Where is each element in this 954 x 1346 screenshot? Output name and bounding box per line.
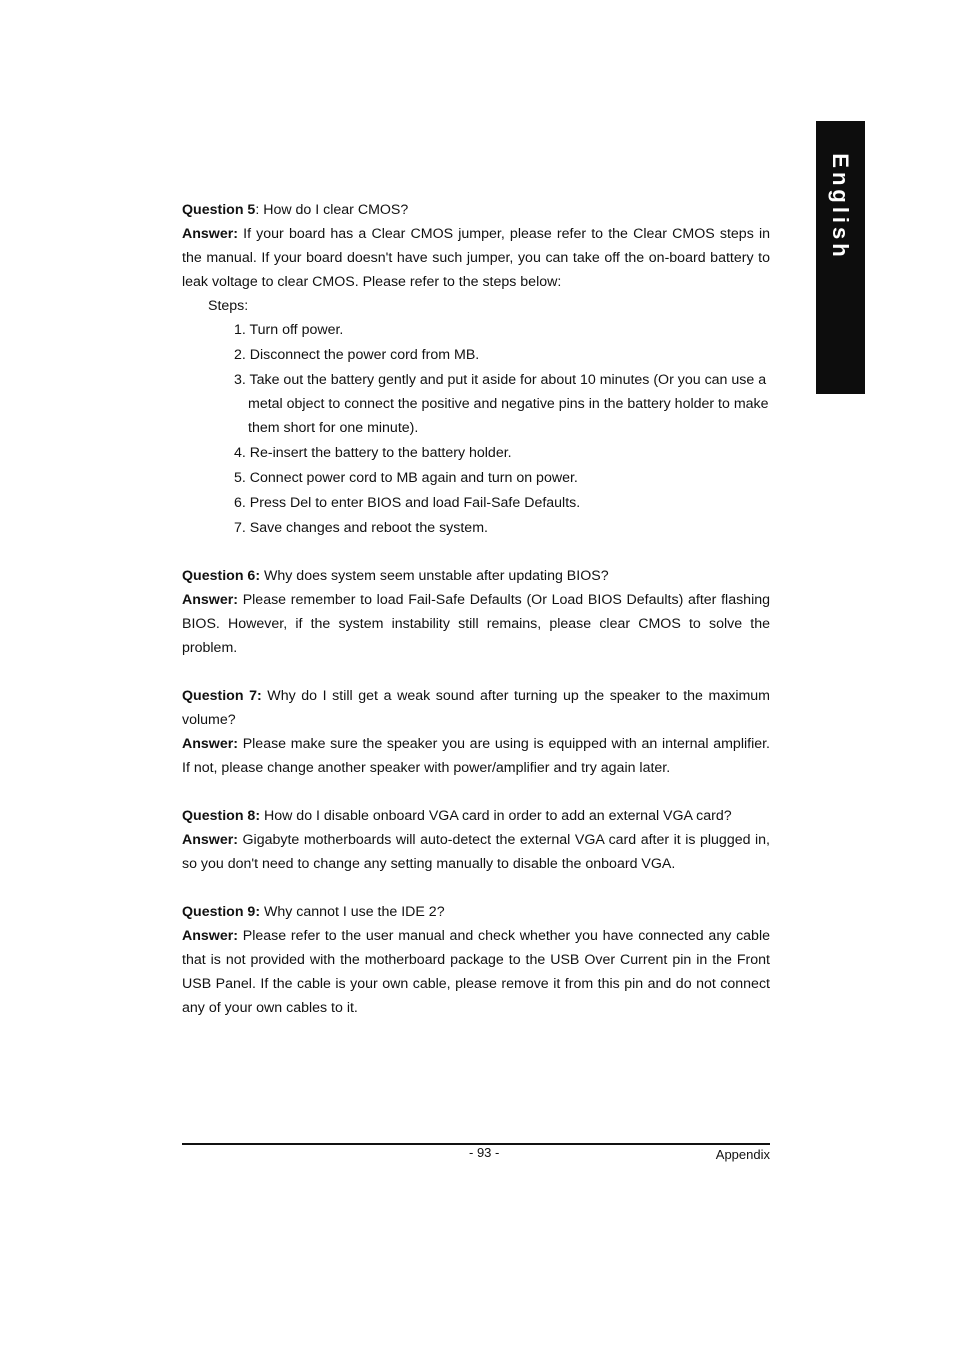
answer-9 — [182, 924, 770, 1020]
question-text: Why cannot I use the IDE 2? — [260, 904, 445, 920]
question-8 — [182, 804, 770, 828]
spacer — [182, 876, 770, 900]
answer-label: Answer: — [182, 226, 238, 242]
question-9 — [182, 900, 770, 924]
answer-label: Answer: — [182, 832, 238, 848]
question-text: Why does system seem unstable after updating BIOS? — [260, 568, 609, 584]
question-text: : How do I clear CMOS? — [255, 202, 409, 218]
question-label: Question 9: — [182, 904, 261, 920]
step-item: 3. Take out the battery gently and put it aside for about 10 minutes (Or you can use a metal object to connect the positive and negative pins in the battery holder to make them short for one minute). — [234, 372, 769, 436]
question-5 — [182, 198, 770, 222]
step-item: 2. Disconnect the power cord from MB. — [234, 347, 480, 363]
step-item: 4. Re-insert the battery to the battery holder. — [234, 445, 512, 461]
question-label: Question 5 — [182, 202, 256, 218]
steps-label: Steps: — [208, 298, 249, 314]
question-label: Question 7: — [182, 688, 262, 704]
language-side-tab — [816, 121, 865, 394]
side-tab-label: English — [828, 153, 853, 261]
answer-text: Please remember to load Fail-Safe Defaults (Or Load BIOS Defaults) after flashing BIOS. However, if the system instability still remains, please clear CMOS to solve the problem. — [182, 592, 770, 656]
answer-6 — [182, 588, 770, 660]
question-text: Why do I still get a weak sound after turning up the speaker to the maximum volume? — [182, 688, 771, 728]
footer-section-name: Appendix — [715, 1147, 770, 1162]
answer-7 — [182, 732, 770, 780]
steps-list — [182, 318, 770, 540]
spacer — [182, 660, 770, 684]
step-item: 1. Turn off power. — [234, 322, 344, 338]
question-text: How do I disable onboard VGA card in order to add an external VGA card? — [260, 808, 732, 824]
answer-5 — [182, 222, 770, 294]
question-label: Question 6: — [182, 568, 261, 584]
faq-content — [182, 198, 770, 1020]
page-number: - 93 - — [469, 1145, 500, 1160]
answer-8 — [182, 828, 770, 876]
answer-label: Answer: — [182, 592, 238, 608]
answer-label: Answer: — [182, 928, 238, 944]
answer-text: Please make sure the speaker you are using is equipped with an internal amplifier. If not, please change another speaker with power/amplifier and try again later. — [182, 736, 770, 776]
question-label: Question 8: — [182, 808, 261, 824]
question-7 — [182, 684, 770, 732]
answer-text: Please refer to the user manual and check whether you have connected any cable that is not provided with the motherboard package to the USB Over Current pin in the Front USB Panel. If the cable is your own cable, please remove it from this pin and do not connect any of your own cables to it. — [182, 928, 770, 1016]
step-item: 6. Press Del to enter BIOS and load Fail-Safe Defaults. — [234, 495, 581, 511]
step-item: 7. Save changes and reboot the system. — [234, 520, 488, 536]
spacer — [182, 540, 770, 564]
spacer — [182, 780, 770, 804]
step-item: 5. Connect power cord to MB again and turn on power. — [234, 470, 578, 486]
question-6 — [182, 564, 770, 588]
answer-text: If your board has a Clear CMOS jumper, please refer to the Clear CMOS steps in the manual. If your board doesn't have such jumper, you can take off the on-board battery to leak voltage to clear CMOS. Please refer to the steps below: — [182, 226, 770, 290]
answer-text: Gigabyte motherboards will auto-detect the external VGA card after it is plugged in, so you don't need to change any setting manually to disable the onboard VGA. — [182, 832, 770, 872]
answer-label: Answer: — [182, 736, 238, 752]
